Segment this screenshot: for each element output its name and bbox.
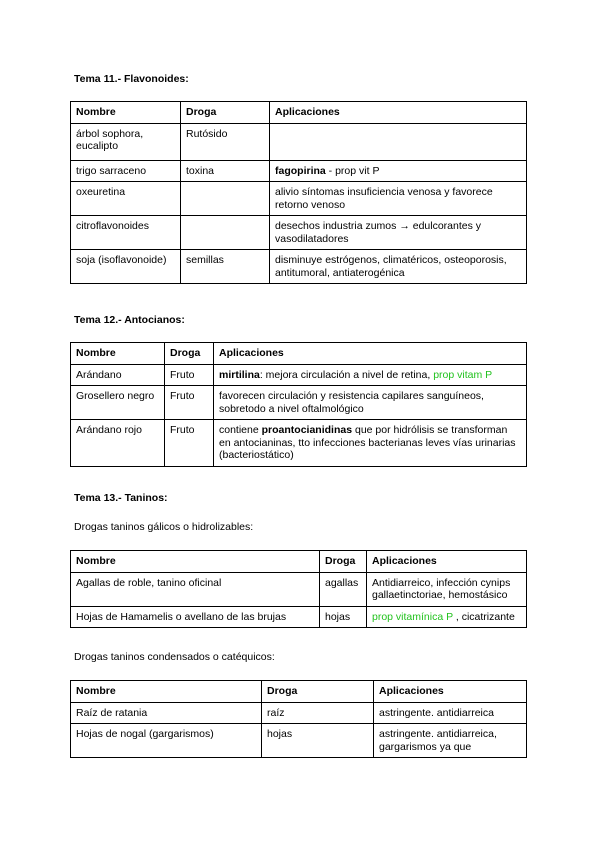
highlight-text: prop vitamínica P [372, 610, 453, 623]
cell-aplicaciones: favorecen circulación y resistencia capilares sanguíneos, sobretodo a nivel oftalmológico [214, 386, 527, 420]
col-header-droga: Droga [262, 681, 374, 703]
col-header-aplicaciones: Aplicaciones [367, 551, 527, 573]
cell-droga: hojas [320, 606, 367, 628]
col-header-nombre: Nombre [71, 102, 181, 124]
table-row [71, 572, 527, 606]
cell-droga: raíz [262, 702, 374, 724]
table-row [71, 702, 527, 724]
table-header-row [71, 551, 527, 573]
cell-aplicaciones [367, 606, 527, 628]
cell-droga: semillas [181, 250, 270, 284]
table-row [71, 250, 527, 284]
col-header-droga: Droga [165, 343, 214, 365]
col-header-aplicaciones: Aplicaciones [374, 681, 527, 703]
t11-title: Tema 11.- Flavonoides: [74, 73, 189, 85]
cell-droga: Fruto [165, 364, 214, 386]
table-row [71, 216, 527, 250]
cell-aplicaciones: astringente. antidiarreica [374, 702, 527, 724]
app-text: contiene [219, 424, 262, 436]
bold-term: fagopirina [275, 164, 326, 177]
table-header-row [71, 102, 527, 124]
table-row [71, 420, 527, 467]
t13-subtitle-hidrolizables: Drogas taninos gálicos o hidrolizables: [74, 521, 254, 533]
col-header-nombre: Nombre [71, 681, 262, 703]
cell-aplicaciones: desechos industria zumos → edulcorantes y vasodilatadores [270, 216, 527, 250]
table-row [71, 606, 527, 628]
table-row [71, 386, 527, 420]
app-text: , cicatrizante [452, 610, 515, 623]
cell-aplicaciones: alivio síntomas insuficiencia venosa y favorece retorno venoso [270, 182, 527, 216]
cell-nombre: árbol sophora, eucalipto [71, 123, 181, 160]
t12-table [70, 342, 527, 467]
app-text: - prop vit P [325, 164, 380, 177]
app-text: : mejora circulación a nivel de retina, [259, 368, 434, 381]
cell-nombre: Arándano [71, 364, 165, 386]
cell-nombre: oxeuretina [71, 182, 181, 216]
bold-term: mirtilina [219, 368, 260, 381]
table-row [71, 160, 527, 182]
cell-droga: agallas [320, 572, 367, 606]
cell-aplicaciones [270, 160, 527, 182]
cell-droga: Fruto [165, 420, 214, 467]
table-header-row [71, 681, 527, 703]
cell-droga: Rutósido [181, 123, 270, 160]
cell-aplicaciones [270, 123, 527, 160]
cell-aplicaciones: astringente. antidiarreica, gargarismos ya que [374, 724, 527, 758]
table-header-row [71, 343, 527, 365]
t13-title: Tema 13.- Taninos: [74, 492, 168, 504]
col-header-nombre: Nombre [71, 551, 320, 573]
cell-nombre: citroflavonoides [71, 216, 181, 250]
bold-term: proantocianidinas [261, 424, 353, 436]
cell-nombre: Agallas de roble, tanino oficinal [71, 572, 320, 606]
cell-nombre: Hojas de Hamamelis o avellano de las brujas [71, 606, 320, 628]
table-row [71, 182, 527, 216]
cell-aplicaciones [214, 420, 527, 467]
cell-nombre: Raíz de ratania [71, 702, 262, 724]
table-row [71, 123, 527, 160]
cell-nombre: soja (isoflavonoide) [71, 250, 181, 284]
cell-aplicaciones [214, 364, 527, 386]
cell-aplicaciones: Antidiarreico, infección cynips gallaetinctoriae, hemostásico [367, 572, 527, 606]
cell-droga: Fruto [165, 386, 214, 420]
t13-table-hidrolizables [70, 550, 527, 628]
cell-aplicaciones: disminuye estrógenos, climatéricos, osteoporosis, antitumoral, antiaterogénica [270, 250, 527, 284]
t13-subtitle-condensados: Drogas taninos condensados o catéquicos: [74, 651, 275, 663]
col-header-aplicaciones: Aplicaciones [270, 102, 527, 124]
cell-droga [181, 216, 270, 250]
col-header-droga: Droga [181, 102, 270, 124]
cell-droga [181, 182, 270, 216]
cell-droga: toxina [181, 160, 270, 182]
table-row [71, 724, 527, 758]
table-row [71, 364, 527, 386]
t11-table [70, 101, 527, 284]
cell-droga: hojas [262, 724, 374, 758]
highlight-text: prop vitam P [433, 368, 493, 381]
col-header-nombre: Nombre [71, 343, 165, 365]
cell-nombre: Hojas de nogal (gargarismos) [71, 724, 262, 758]
cell-nombre: trigo sarraceno [71, 160, 181, 182]
col-header-aplicaciones: Aplicaciones [214, 343, 527, 365]
t13-table-condensados [70, 680, 527, 758]
cell-nombre: Grosellero negro [71, 386, 165, 420]
cell-nombre: Arándano rojo [71, 420, 165, 467]
col-header-droga: Droga [320, 551, 367, 573]
t12-title: Tema 12.- Antocianos: [74, 314, 185, 326]
app-text: que por hidrólisis se transforman en antocianinas, tto infecciones bacterianas leves vías urinarias (bacteriostático) [219, 424, 516, 461]
